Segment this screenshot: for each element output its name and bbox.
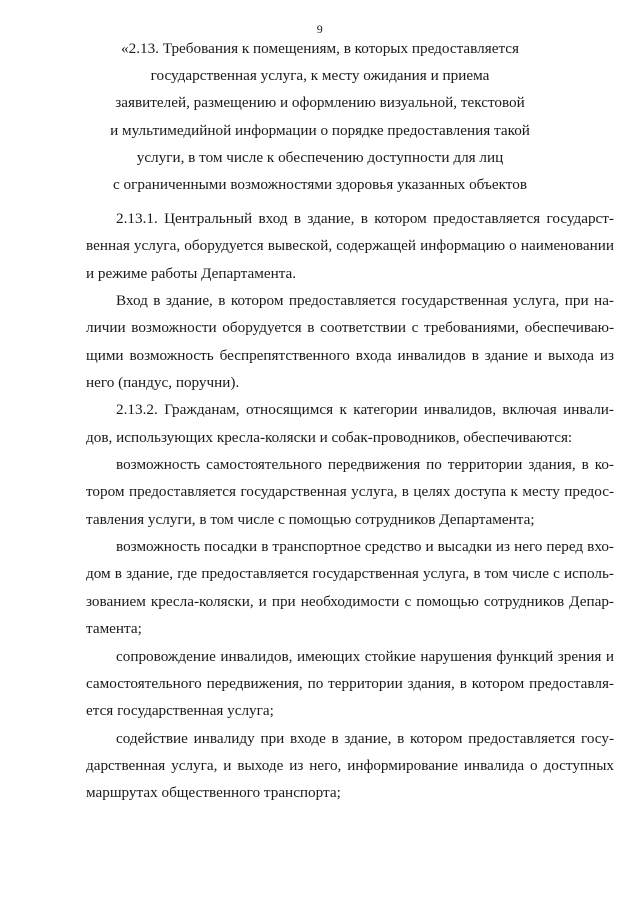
body-text <box>86 205 614 807</box>
text-line: возможность самостоятельного передвижения по территории здания, в ко- <box>116 456 614 474</box>
paragraph-2-13-2 <box>86 396 614 451</box>
text-line: него (пандус, поручни). <box>86 374 240 392</box>
heading-line: услуги, в том числе к обеспечению доступности для лиц <box>136 148 504 166</box>
text-line: 2.13.2. Гражданам, относящимся к категории инвалидов, включая инвали- <box>116 401 614 419</box>
text-line: дов, использующих кресла-коляски и собак-проводников, обеспечиваются: <box>86 428 573 446</box>
text-line: и режиме работы Департамента. <box>86 264 297 282</box>
text-line: тавления услуги, в том числе с помощью сотрудников Департамента; <box>86 510 535 528</box>
text-line: зованием кресла-коляски, и при необходимости с помощью сотрудников Депар- <box>86 592 614 610</box>
paragraph-2-13-1 <box>86 205 614 287</box>
section-heading <box>100 35 540 198</box>
page-number: 9 <box>316 22 324 36</box>
paragraph-transport <box>86 533 614 642</box>
text-line: личии возможности оборудуется в соответствии с требованиями, обеспечиваю- <box>86 319 614 337</box>
text-line: щими возможность беспрепятственного входа инвалидов в здание и выхода из <box>86 346 614 364</box>
text-line: самостоятельного передвижения, по территории здания, в котором предоставля- <box>86 674 614 692</box>
text-line: маршрутах общественного транспорта; <box>86 784 341 802</box>
heading-line: государственная услуга, к месту ожидания и приема <box>150 67 490 85</box>
text-line: тором предоставляется государственная услуга, в целях доступа к месту предос- <box>86 483 614 501</box>
text-line: дом в здание, где предоставляется государственная услуга, в том числе с исполь- <box>86 565 614 583</box>
heading-line: «2.13. Требования к помещениям, в которых предоставляется <box>121 40 519 57</box>
text-line: ется государственная услуга; <box>86 702 274 720</box>
text-line: сопровождение инвалидов, имеющих стойкие нарушения функций зрения и <box>116 647 614 665</box>
text-line: тамента; <box>86 620 142 638</box>
text-line: 2.13.1. Центральный вход в здание, в котором предоставляется государст- <box>116 210 614 227</box>
text-line: Вход в здание, в котором предоставляется государственная услуга, при на- <box>116 292 614 310</box>
text-line: венная услуга, оборудуется вывеской, содержащей информацию о наименовании <box>86 237 614 255</box>
heading-line: и мультимедийной информации о порядке предоставления такой <box>110 121 530 139</box>
paragraph-escort <box>86 643 614 725</box>
text-line: дарственная услуга, и выходе из него, информирование инвалида о доступных <box>86 756 614 774</box>
text-line: содействие инвалиду при входе в здание, в котором предоставляется госу- <box>116 729 614 747</box>
paragraph-entrance <box>86 287 614 396</box>
paragraph-movement <box>86 451 614 533</box>
heading-line: заявителей, размещению и оформлению визуальной, текстовой <box>115 94 525 112</box>
heading-line: с ограниченными возможностями здоровья указанных объектов <box>113 176 527 194</box>
text-line: возможность посадки в транспортное средство и высадки из него перед вхо- <box>116 538 614 556</box>
paragraph-assistance <box>86 725 614 807</box>
